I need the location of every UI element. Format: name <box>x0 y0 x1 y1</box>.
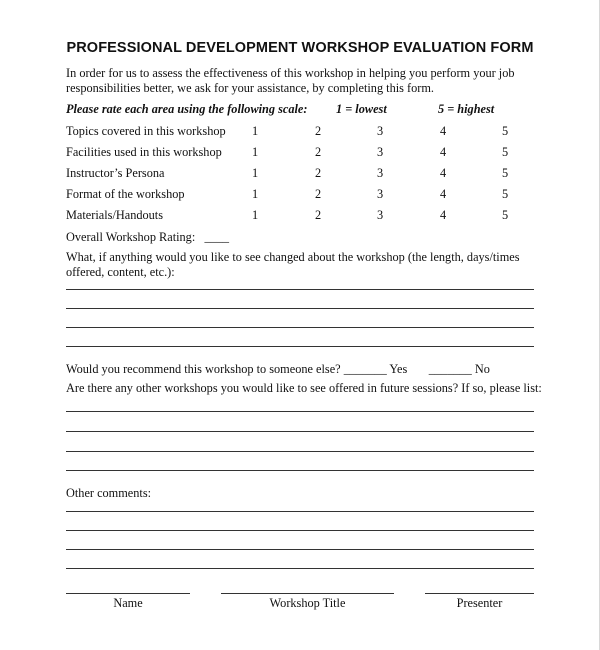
rating-option-3[interactable]: 3 <box>377 124 384 138</box>
rating-option-5[interactable]: 5 <box>502 166 509 180</box>
rating-option-3[interactable]: 3 <box>377 166 384 180</box>
rating-label: Facilities used in this workshop <box>66 145 222 159</box>
overall-rating-field[interactable]: Overall Workshop Rating: ____ <box>66 230 230 244</box>
rating-label: Format of the workshop <box>66 187 185 201</box>
answer-line[interactable] <box>66 308 534 309</box>
rating-option-3[interactable]: 3 <box>377 208 384 222</box>
scale-lowest: 1 = lowest <box>336 102 387 116</box>
rating-row-format <box>66 187 546 203</box>
intro-paragraph: In order for us to assess the effectiveness of this workshop in helping you perform your job responsibilities better, we ask for your assistance, by completing this form. <box>66 66 515 95</box>
rating-option-3[interactable]: 3 <box>377 145 384 159</box>
rating-option-2[interactable]: 2 <box>315 166 322 180</box>
answer-line[interactable] <box>66 411 534 412</box>
rating-option-4[interactable]: 4 <box>440 187 447 201</box>
rating-option-5[interactable]: 5 <box>502 187 509 201</box>
rating-row-materials <box>66 208 546 224</box>
rating-option-2[interactable]: 2 <box>315 145 322 159</box>
rating-label: Instructor’s Persona <box>66 166 165 180</box>
rating-option-5[interactable]: 5 <box>502 124 509 138</box>
answer-line[interactable] <box>66 511 534 512</box>
rating-option-4[interactable]: 4 <box>440 208 447 222</box>
recommend-question[interactable]: Would you recommend this workshop to someone else? _______ Yes _______ No <box>66 362 490 376</box>
rating-row-instructor <box>66 166 546 182</box>
rating-option-4[interactable]: 4 <box>440 145 447 159</box>
changes-question: What, if anything would you like to see changed about the workshop (the length, days/times offered, content, etc.): <box>66 250 520 279</box>
rating-option-2[interactable]: 2 <box>315 124 322 138</box>
rating-option-1[interactable]: 1 <box>252 145 259 159</box>
rating-option-3[interactable]: 3 <box>377 187 384 201</box>
rating-option-4[interactable]: 4 <box>440 166 447 180</box>
answer-line[interactable] <box>66 431 534 432</box>
rating-option-5[interactable]: 5 <box>502 145 509 159</box>
rating-option-1[interactable]: 1 <box>252 187 259 201</box>
name-signature-line[interactable] <box>66 593 190 594</box>
rating-option-1[interactable]: 1 <box>252 208 259 222</box>
answer-line[interactable] <box>66 327 534 328</box>
rating-option-4[interactable]: 4 <box>440 124 447 138</box>
answer-line[interactable] <box>66 549 534 550</box>
future-workshops-question: Are there any other workshops you would like to see offered in future sessions? If so, please list: <box>66 381 542 395</box>
workshop-title-label: Workshop Title <box>269 596 346 610</box>
rating-label: Topics covered in this workshop <box>66 124 226 138</box>
rating-option-2[interactable]: 2 <box>315 208 322 222</box>
scale-instruction: Please rate each area using the following scale: <box>66 102 308 116</box>
answer-line[interactable] <box>66 568 534 569</box>
rating-option-1[interactable]: 1 <box>252 166 259 180</box>
rating-option-1[interactable]: 1 <box>252 124 259 138</box>
presenter-signature-line[interactable] <box>425 593 534 594</box>
name-label: Name <box>113 596 143 610</box>
rating-option-2[interactable]: 2 <box>315 187 322 201</box>
answer-line[interactable] <box>66 451 534 452</box>
rating-row-facilities <box>66 145 546 161</box>
answer-line[interactable] <box>66 530 534 531</box>
scale-highest: 5 = highest <box>438 102 495 116</box>
answer-line[interactable] <box>66 470 534 471</box>
rating-option-5[interactable]: 5 <box>502 208 509 222</box>
rating-label: Materials/Handouts <box>66 208 163 222</box>
form-title: PROFESSIONAL DEVELOPMENT WORKSHOP EVALUATION FORM <box>66 40 534 56</box>
workshop-title-signature-line[interactable] <box>221 593 394 594</box>
rating-row-topics <box>66 124 546 140</box>
answer-line[interactable] <box>66 289 534 290</box>
answer-line[interactable] <box>66 346 534 347</box>
other-comments-label: Other comments: <box>66 486 152 500</box>
presenter-label: Presenter <box>456 596 503 610</box>
